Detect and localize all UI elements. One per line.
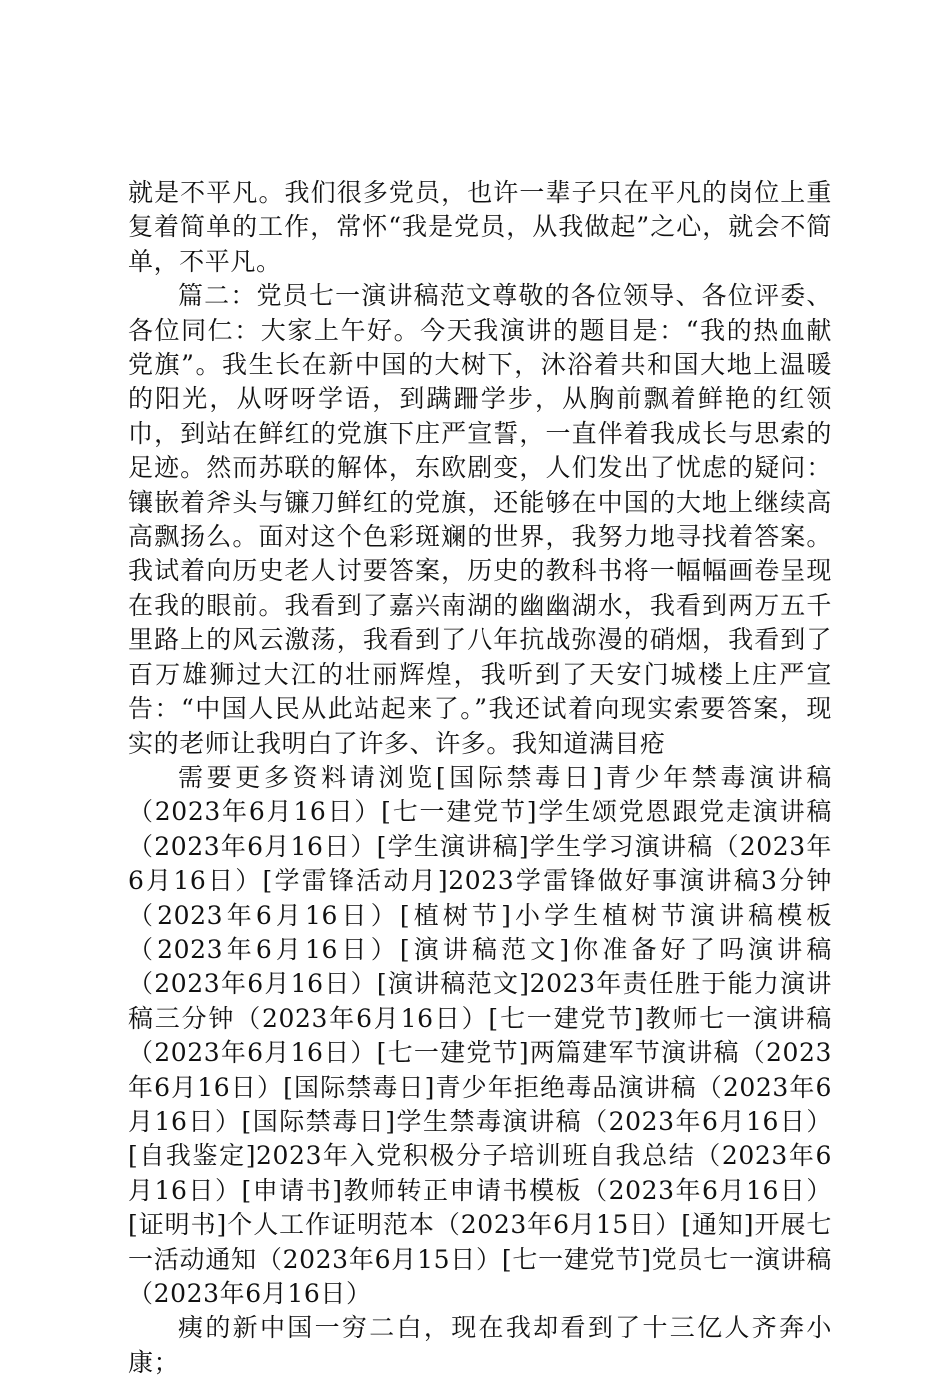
body-text <box>128 176 832 1380</box>
paragraph-continuation: 就是不平凡。我们很多党员，也许一辈子只在平凡的岗位上重复着简单的工作，常怀“我是党员，从我做起”之心，就会不简单，不平凡。 <box>128 178 832 276</box>
paragraph-continued-speech: 痍的新中国一穷二白，现在我却看到了十三亿人齐奔小康； <box>128 1313 832 1377</box>
paragraph-speech-two: 篇二：党员七一演讲稿范文尊敬的各位领导、各位评委、各位同仁：大家上午好。今天我演讲的题目是：“我的热血献党旗”。我生长在新中国的大树下，沐浴着共和国大地上温暖的阳光，从呀呀学语，到蹒跚学步，从胸前飘着鲜艳的红领巾，到站在鲜红的党旗下庄严宣誓，一直伴着我成长与思索的足迹。然而苏联的解体，东欧剧变，人们发出了忧虑的疑问：镶嵌着斧头与镰刀鲜红的党旗，还能够在中国的大地上继续高高飘扬么。面对这个色彩斑斓的世界，我努力地寻找着答案。我试着向历史老人讨要答案，历史的教科书将一幅幅画卷呈现在我的眼前。我看到了嘉兴南湖的幽幽湖水，我看到两万五千里路上的风云激荡，我看到了八年抗战弥漫的硝烟，我看到了百万雄狮过大江的壮丽辉煌，我听到了天安门城楼上庄严宣告：“中国人民从此站起来了。”我还试着向现实索要答案，现实的老师让我明白了许多、许多。我知道满目疮 <box>128 281 832 758</box>
related-links-paragraph: 需要更多资料请浏览[国际禁毒日]青少年禁毒演讲稿（2023年6月16日）[七一建党节]学生颂党恩跟党走演讲稿（2023年6月16日）[学生演讲稿]学生学习演讲稿（2023年6月16日）[学雷锋活动月]2023学雷锋做好事演讲稿3分钟（2023年6月16日）[植树节]小学生植树节演讲稿模板（2023年6月16日）[演讲稿范文]你准备好了吗演讲稿（2023年6月16日）[演讲稿范文]2023年责任胜于能力演讲稿三分钟（2023年6月16日）[七一建党节]教师七一演讲稿（2023年6月16日）[七一建党节]两篇建军节演讲稿（2023年6月16日）[国际禁毒日]青少年拒绝毒品演讲稿（2023年6月16日）[国际禁毒日]学生禁毒演讲稿（2023年6月16日）[自我鉴定]2023年入党积极分子培训班自我总结（2023年6月16日）[申请书]教师转正申请书模板（2023年6月16日）[证明书]个人工作证明范本（2023年6月15日）[通知]开展七一活动通知（2023年6月15日）[七一建党节]党员七一演讲稿（2023年6月16日） <box>128 762 832 1308</box>
